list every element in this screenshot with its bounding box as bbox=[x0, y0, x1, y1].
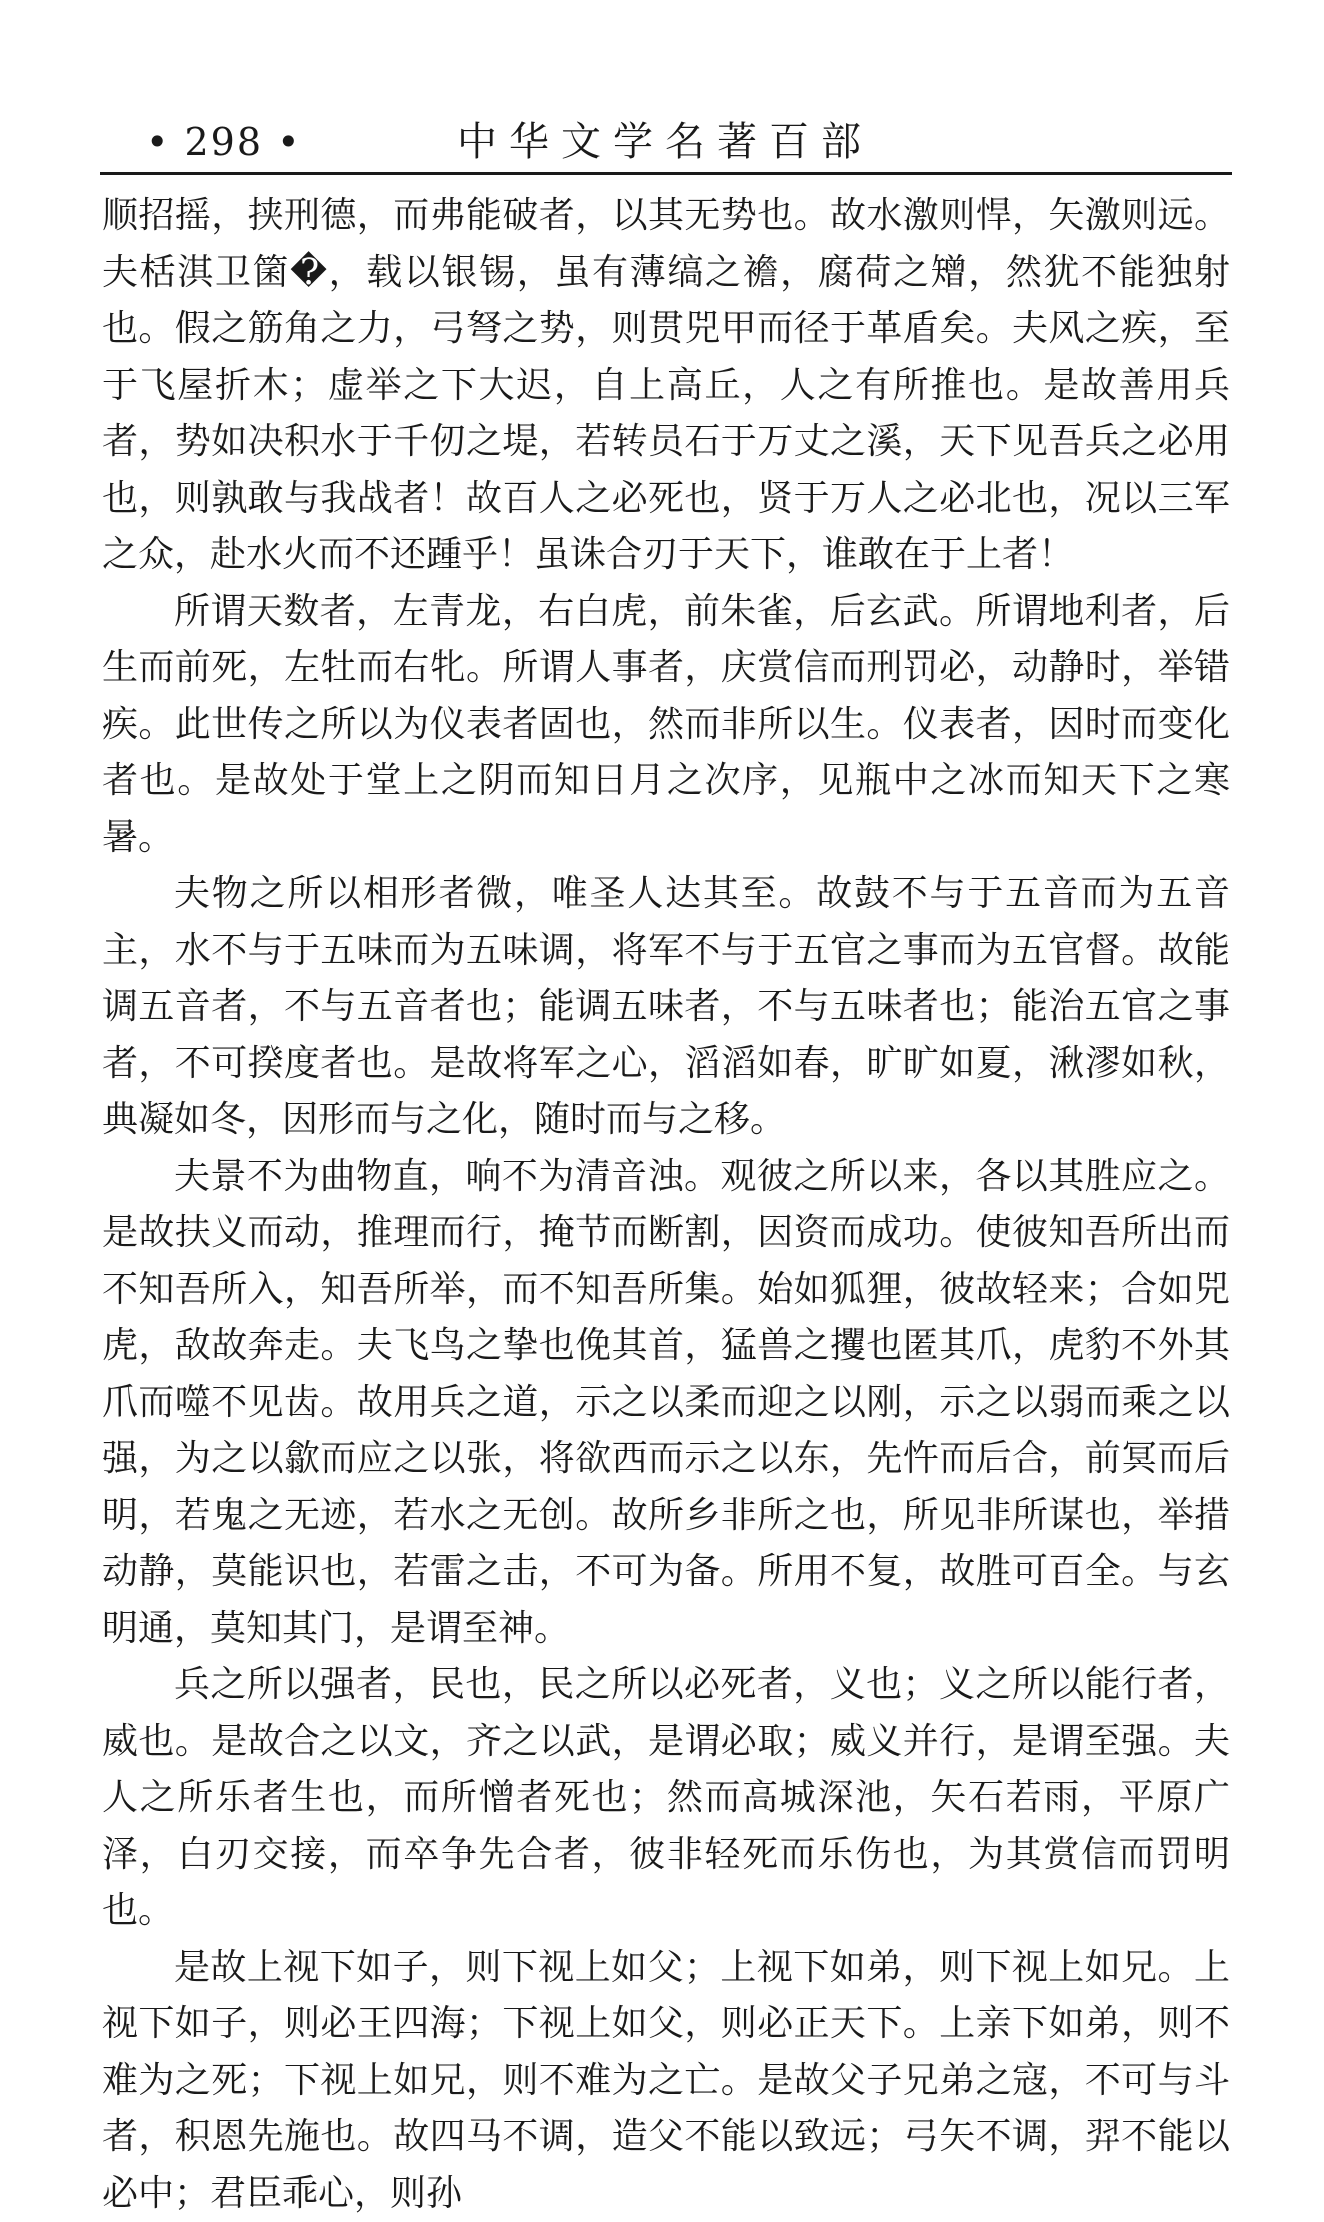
paragraph: 所谓天数者，左青龙，右白虎，前朱雀，后玄武。所谓地利者，后生而前死，左牡而右牝。所谓人事者，庆赏信而刑罚必，动静时，举错疾。此世传之所以为仪表者固也，然而非所以生。仪表者，因时而变化者也。是故处于堂上之阴而知日月之次序，见瓶中之冰而知天下之寒暑。 bbox=[102, 584, 1230, 867]
page-header bbox=[100, 112, 1230, 172]
paragraph: 夫景不为曲物直，响不为清音浊。观彼之所以来，各以其胜应之。是故扶义而动，推理而行，掩节而断割，因资而成功。使彼知吾所出而不知吾所入，知吾所举，而不知吾所集。始如狐狸，彼故轻来；合如兕虎，敌故奔走。夫飞鸟之挚也俛其首，猛兽之攫也匿其爪，虎豹不外其爪而噬不见齿。故用兵之道，示之以柔而迎之以刚，示之以弱而乘之以强，为之以歙而应之以张，将欲西而示之以东，先忤而后合，前冥而后明，若鬼之无迹，若水之无创。故所乡非所之也，所见非所谋也，举措动静，莫能识也，若雷之击，不可为备。所用不复，故胜可百全。与玄明通，莫知其门，是谓至神。 bbox=[102, 1149, 1230, 1658]
page-number: • 298 • bbox=[146, 112, 302, 172]
paragraph: 顺招摇，挟刑德，而弗能破者，以其无势也。故水激则悍，矢激则远。夫栝淇卫箘�，载以银锡，虽有薄缟之襜，腐荷之矰，然犹不能独射也。假之筋角之力，弓弩之势，则贯兕甲而径于革盾矣。夫风之疾，至于飞屋折木；虚举之下大迟，自上高丘，人之有所推也。是故善用兵者，势如决积水于千仞之堤，若转员石于万丈之溪，天下见吾兵之必用也，则孰敢与我战者！故百人之必死也，贤于万人之必北也，况以三军之众，赴水火而不还踵乎！虽诛合刃于天下，谁敢在于上者！ bbox=[102, 188, 1230, 584]
paragraph: 夫物之所以相形者微，唯圣人达其至。故鼓不与于五音而为五音主，水不与于五味而为五味调，将军不与于五官之事而为五官督。故能调五音者，不与五音者也；能调五味者，不与五味者也；能治五官之事者，不可揆度者也。是故将军之心，滔滔如春，旷旷如夏，湫漻如秋，典凝如冬，因形而与之化，随时而与之移。 bbox=[102, 866, 1230, 1149]
body-text bbox=[102, 188, 1230, 2222]
paragraph: 是故上视下如子，则下视上如父；上视下如弟，则下视上如兄。上视下如子，则必王四海；下视上如父，则必正天下。上亲下如弟，则不难为之死；下视上如兄，则不难为之亡。是故父子兄弟之寇，不可与斗者，积恩先施也。故四马不调，造父不能以致远；弓矢不调，羿不能以必中；君臣乖心，则孙 bbox=[102, 1940, 1230, 2222]
book-title: 中华文学名著百部 bbox=[100, 112, 1230, 172]
paragraph: 兵之所以强者，民也，民之所以必死者，义也；义之所以能行者，威也。是故合之以文，齐之以武，是谓必取；威义并行，是谓至强。夫人之所乐者生也，而所憎者死也；然而高城深池，矢石若雨，平原广泽，白刃交接，而卒争先合者，彼非轻死而乐伤也，为其赏信而罚明也。 bbox=[102, 1657, 1230, 1940]
header-rule bbox=[100, 172, 1232, 175]
